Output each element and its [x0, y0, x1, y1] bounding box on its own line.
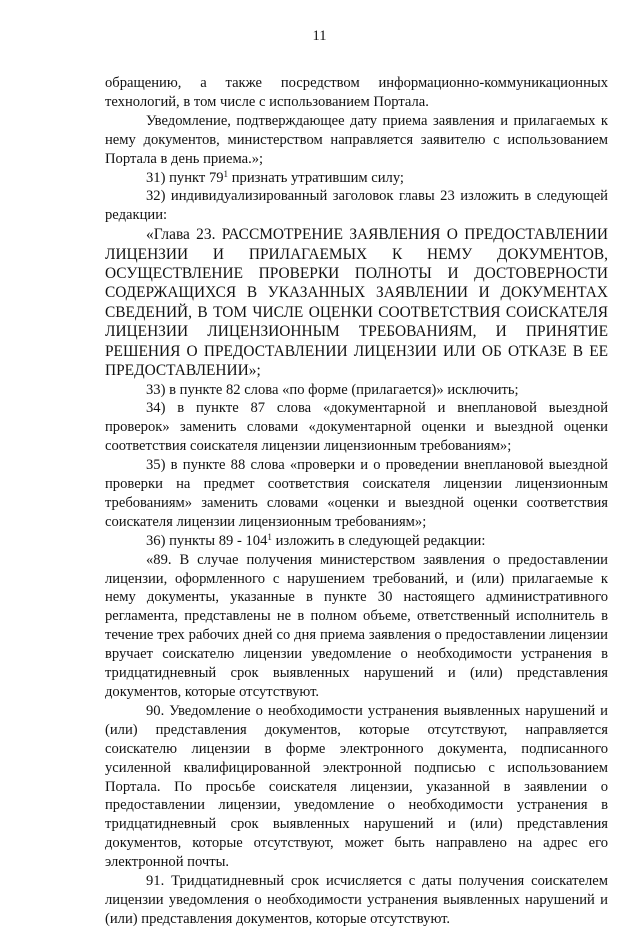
- paragraph-clause-91: 91. Тридцатидневный срок исчисляется с даты получения соискателем лицензии уведомления о необходимости устранения выявленных нарушений и (или) представления документов, которые отсутствуют.: [105, 873, 608, 927]
- page-number: 11: [312, 28, 327, 44]
- paragraph-item-36: [105, 532, 608, 551]
- paragraph-item-31: [105, 169, 608, 188]
- item-36-superscript: 1: [267, 531, 272, 542]
- item-31-text-after: признать утратившим силу;: [228, 169, 404, 186]
- paragraph-item-34: 34) в пункте 87 слова «документарной и внеплановой выездной проверок» заменить словами «документарной оценки и выездной оценки соответствия соискателя лицензии лицензионным требованиям»;: [105, 400, 608, 455]
- document-body: [105, 74, 608, 929]
- item-31-text: 31) пункт 79: [146, 169, 224, 186]
- paragraph-continuation: обращению, а также посредством информационно-коммуникационных технологий, в том числе с использованием Портала.: [105, 75, 608, 110]
- paragraph-chapter-heading: «Глава 23. РАССМОТРЕНИЕ ЗАЯВЛЕНИЯ О ПРЕДОСТАВЛЕНИИ ЛИЦЕНЗИИ И ПРИЛАГАЕМЫХ К НЕМУ ДОКУМЕНТОВ, ОСУЩЕСТВЛЕНИЕ ПРОВЕРКИ ПОЛНОТЫ И ДОСТОВЕРНОСТИ СОДЕРЖАЩИХСЯ В УКАЗАННЫХ ЗАЯВЛЕНИИ И ДОКУМЕНТАХ СВЕДЕНИЙ, В ТОМ ЧИСЛЕ ОЦЕНКИ СООТВЕТСТВИЯ СОИСКАТЕЛЯ ЛИЦЕНЗИИ ЛИЦЕНЗИОННЫМ ТРЕБОВАНИЯМ, И ПРИНЯТИЕ РЕШЕНИЯ О ПРЕДОСТАВЛЕНИИ ЛИЦЕНЗИИ ИЛИ ОБ ОТКАЗЕ В ЕЕ ПРЕДОСТАВЛЕНИИ»;: [105, 226, 608, 380]
- paragraph-item-33: 33) в пункте 82 слова «по форме (прилагается)» исключить;: [146, 381, 519, 398]
- paragraph-clause-90: 90. Уведомление о необходимости устранения выявленных нарушений и (или) представления документов, которые отсутствуют, направляется соискателю лицензии в форме электронного документа, подписанного усиленной квалифицированной электронной подписью с использованием Портала. По просьбе соискателя лицензии, указанной в заявлении о предоставлении лицензии, уведомление о необходимости устранения в тридцатидневный срок выявленных нарушений и (или) представления документов, которые отсутствуют, может быть направлено на адрес его электронной почты.: [105, 702, 608, 871]
- item-31-superscript: 1: [223, 168, 229, 179]
- paragraph-notification: Уведомление, подтверждающее дату приема заявления и прилагаемых к нему документов, министерством направляется заявителю с использованием Портала в день приема.»;: [105, 112, 608, 167]
- item-36-text-after: изложить в следующей редакции:: [271, 532, 486, 549]
- paragraph-item-32: 32) индивидуализированный заголовок главы 23 изложить в следующей редакции:: [105, 188, 608, 224]
- item-36-text: 36) пункты 89 - 104: [146, 532, 268, 549]
- paragraph-item-35: 35) в пункте 88 слова «проверки и о проведении внеплановой выездной проверки на предмет соответствия соискателя лицензии лицензионным требованиям» заменить словами «оценки и выездной оценки соответствия соискателя лицензии лицензионным требованиям»;: [105, 457, 608, 530]
- paragraph-clause-89: «89. В случае получения министерством заявления о предоставлении лицензии, оформленного с нарушением требований, и (или) прилагаемые к нему документы, указанные в пункте 30 настоящего административного регламента, представлены не в полном объеме, ответственный исполнитель в течение трех рабочих дней со дня приема заявления о предоставлении лицензии вручает соискателю лицензии уведомление о необходимости устранения в тридцатидневный срок выявленных нарушений и (или) представления документов, которые отсутствуют.: [105, 551, 608, 700]
